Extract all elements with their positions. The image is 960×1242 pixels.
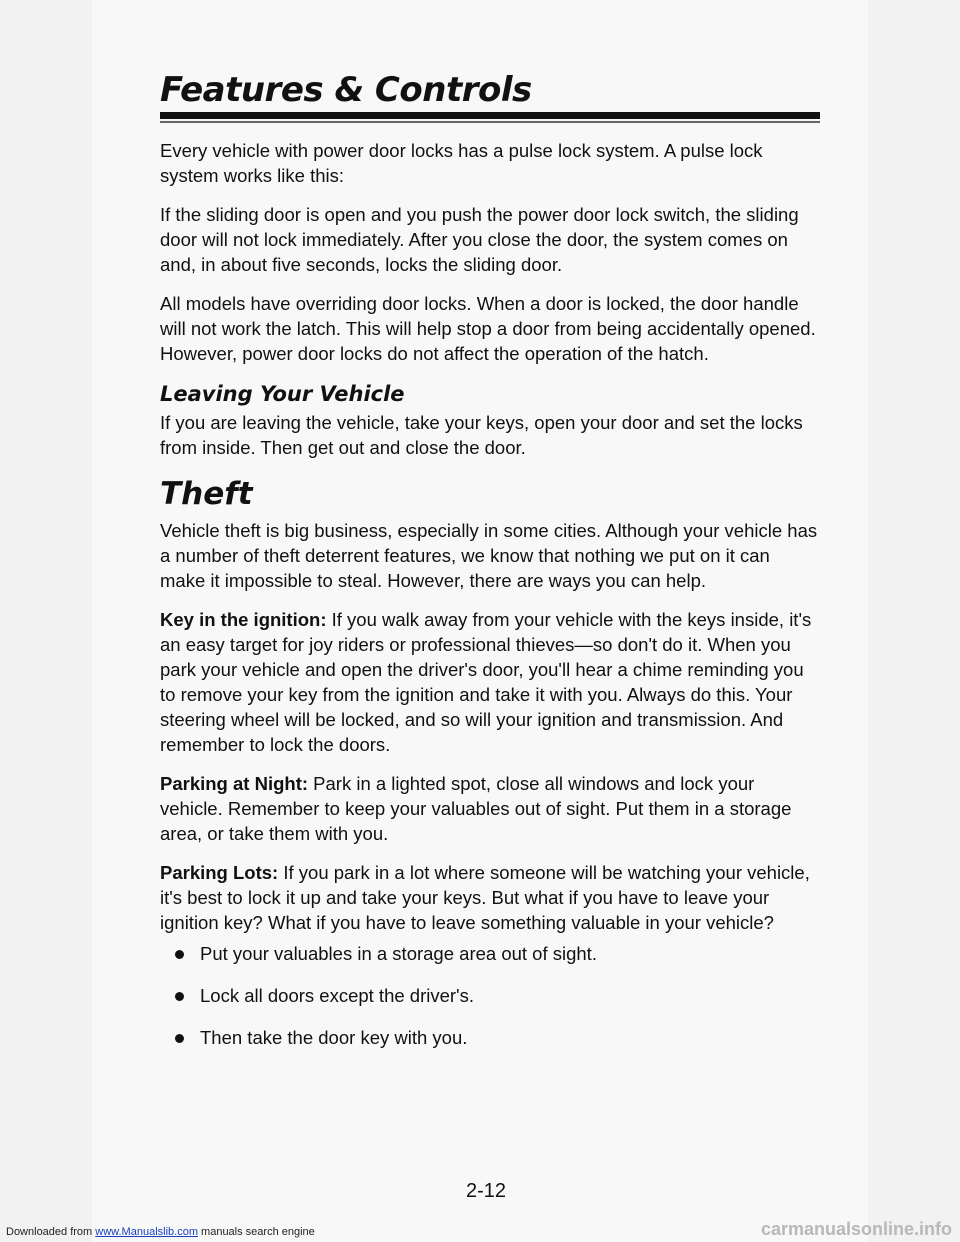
- list-item: [160, 983, 820, 1008]
- manualslib-link[interactable]: www.Manualslib.com: [95, 1226, 198, 1238]
- theft-intro: Vehicle theft is big business, especially in some cities. Although your vehicle has a number of theft deterrent features, we know that nothing we put on it can make it impossible to steal. However, there are ways you can help.: [160, 520, 818, 591]
- watermark: carmanualsonline.info: [760, 1219, 952, 1239]
- theft-tips-list: [160, 941, 820, 1050]
- list-item-text: Then take the door key with you.: [200, 1027, 468, 1048]
- intro-paragraph: All models have overriding door locks. When a door is locked, the door handle will not work the latch. This will help stop a door from being accidentally opened. However, power door locks do not affect the operation of the hatch.: [160, 293, 816, 364]
- key-in-ignition-paragraph: [160, 607, 820, 757]
- leaving-vehicle-text: If you are leaving the vehicle, take your keys, open your door and set the locks from inside. Then get out and close the door.: [160, 412, 803, 458]
- page-title: Features & Controls: [160, 70, 532, 110]
- parking-lots-lead: Parking Lots:: [160, 862, 279, 883]
- key-in-ignition-text: If you walk away from your vehicle with the keys inside, it's an easy target for joy riders or professional thieves—so don't do it. When you park your vehicle and open the driver's door, you'll hear a chime reminding you to remove your key from the ignition and take it with you. Always do this. Your steering wheel will be locked, and so will your ignition and transmission. And remember to lock the doors.: [160, 609, 812, 755]
- intro-paragraph: If the sliding door is open and you push the power door lock switch, the sliding door will not lock immediately. After you close the door, the system comes on and, in about five seconds, locks the sliding door.: [160, 204, 799, 275]
- footer-prefix: Downloaded from: [6, 1226, 96, 1238]
- parking-lots-text: If you park in a lot where someone will be watching your vehicle, it's best to lock it up and take your keys. But what if you have to leave your ignition key? What if you have to leave something valuable in your vehicle?: [160, 862, 810, 933]
- bullet-icon: [175, 1034, 184, 1043]
- theft-heading: Theft: [160, 476, 253, 512]
- parking-night-paragraph: [160, 771, 820, 846]
- parking-night-lead: Parking at Night:: [160, 773, 309, 794]
- page-number: 2-12: [466, 1180, 507, 1202]
- header-rule-thin: [160, 121, 820, 123]
- page-content: [160, 138, 820, 1067]
- intro-paragraph: Every vehicle with power door locks has a pulse lock system. A pulse lock system works like this:: [160, 140, 763, 186]
- list-item: [160, 1025, 820, 1050]
- leaving-vehicle-heading: Leaving Your Vehicle: [160, 382, 405, 406]
- header-rule: [160, 112, 820, 119]
- list-item-text: Put your valuables in a storage area out of sight.: [200, 943, 597, 964]
- list-item-text: Lock all doors except the driver's.: [200, 985, 474, 1006]
- footer-suffix: manuals search engine: [197, 1226, 315, 1238]
- parking-lots-paragraph: [160, 860, 820, 935]
- bullet-icon: [175, 950, 184, 959]
- list-item: [160, 941, 820, 966]
- parking-night-text: Park in a lighted spot, close all windows and lock your vehicle. Remember to keep your valuables out of sight. Put them in a storage area, or take them with you.: [160, 773, 792, 844]
- bullet-icon: [175, 992, 184, 1001]
- download-footer: [6, 1226, 315, 1238]
- key-in-ignition-lead: Key in the ignition:: [160, 609, 327, 630]
